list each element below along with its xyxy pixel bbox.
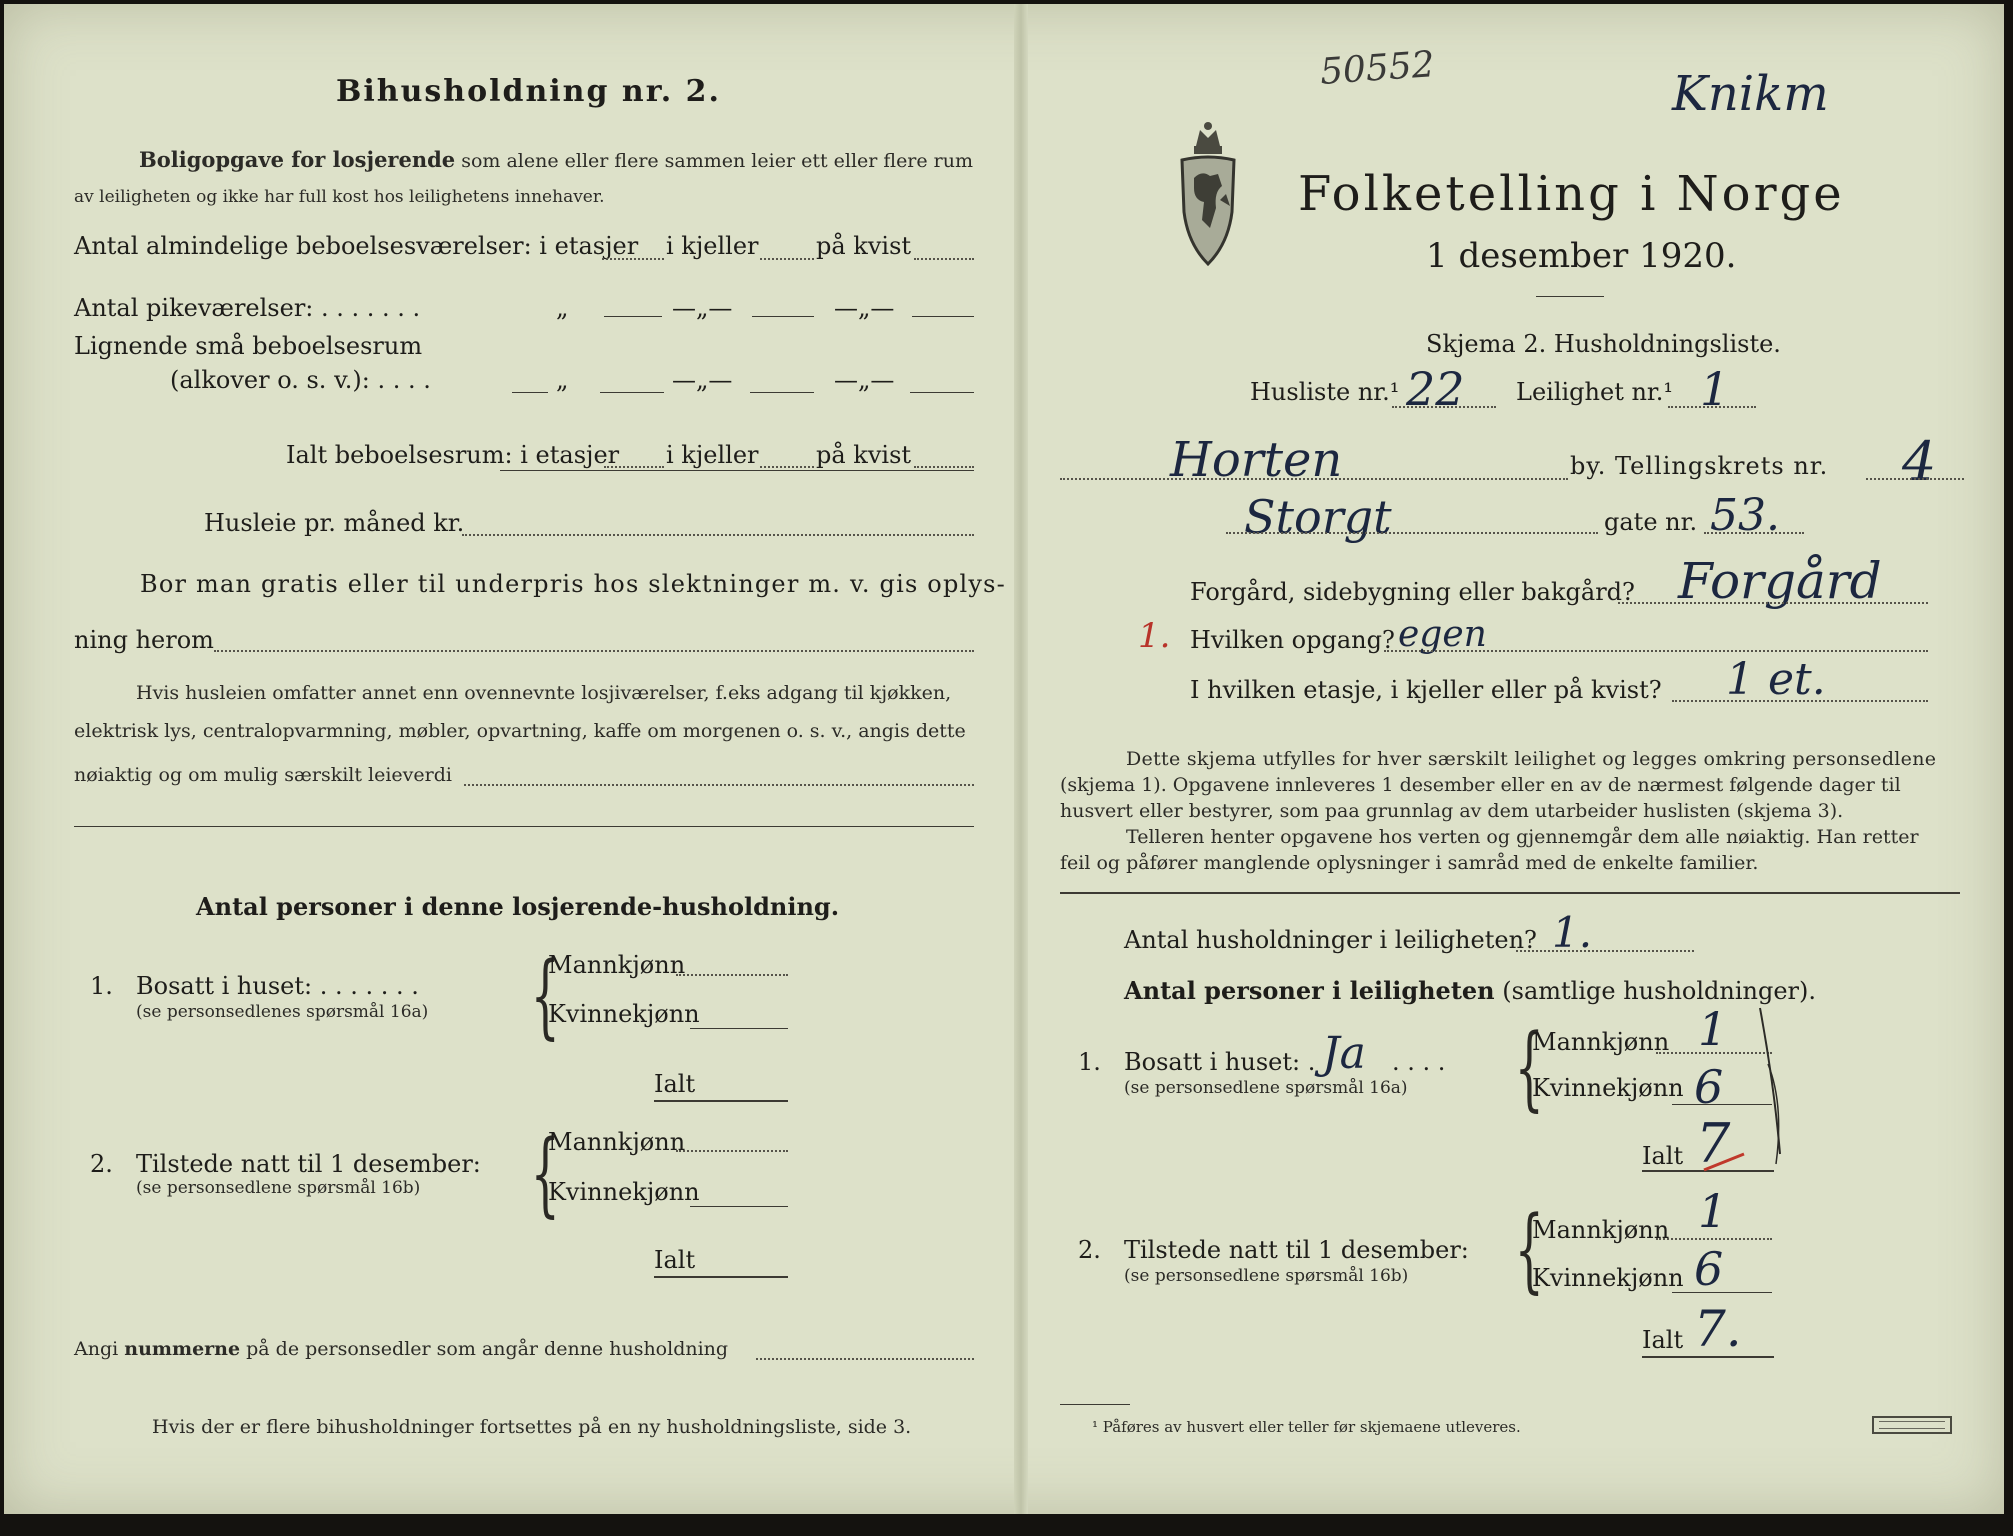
right-q1-label: Bosatt i huset: . bbox=[1124, 1048, 1316, 1076]
right-q1-ialt-value[interactable]: 7 bbox=[1696, 1112, 1731, 1175]
angi-field[interactable] bbox=[756, 1358, 974, 1360]
pike-ditto-2: —„— bbox=[672, 294, 733, 322]
instructions-line-5: feil og påfører manglende oplysninger i samråd med de enkelte familier. bbox=[1060, 852, 1759, 874]
rooms-kvist-field[interactable] bbox=[914, 258, 974, 260]
rooms-label: Antal almindelige beboelsesværelser: i etasjer bbox=[74, 232, 639, 260]
footnote: ¹ Påføres av husvert eller teller før skjemaene utleveres. bbox=[1092, 1418, 1521, 1436]
form-title: Folketelling i Norge bbox=[1298, 166, 1845, 222]
left-q2-mann-label: Mannkjønn bbox=[548, 1128, 686, 1156]
right-q1-kvinne-value[interactable]: 6 bbox=[1694, 1060, 1724, 1114]
pike-field-2[interactable] bbox=[752, 316, 814, 317]
left-q1-kvinne-label: Kvinnekjønn bbox=[548, 1000, 700, 1028]
left-q1-kvinne-field[interactable] bbox=[690, 1028, 788, 1029]
leilighet-value[interactable]: 1 bbox=[1700, 362, 1730, 416]
town-field bbox=[1060, 478, 1568, 480]
left-q1-brace: { bbox=[530, 942, 560, 1049]
right-persons-heading: Antal personer i leiligheten (samtlige husholdninger). bbox=[1124, 976, 1817, 1005]
right-q1-dots: . . . . bbox=[1392, 1048, 1446, 1076]
red-check-mark: 1. bbox=[1138, 616, 1171, 656]
pike-ditto-3: —„— bbox=[834, 294, 895, 322]
bor-line-1: Bor man gratis eller til underpris hos slektninger m. v. gis oplys- bbox=[140, 570, 1006, 598]
angi-line: Angi nummerne på de personsedler som angår denne husholdning bbox=[74, 1338, 729, 1360]
left-footer: Hvis der er flere bihusholdninger fortsettes på en ny husholdningsliste, side 3. bbox=[152, 1416, 912, 1438]
left-q2-kvinne-field[interactable] bbox=[690, 1206, 788, 1207]
right-q1-mann-label: Mannkjønn bbox=[1532, 1028, 1670, 1056]
hvis-field-2[interactable] bbox=[74, 826, 974, 827]
right-q1-num: 1. bbox=[1078, 1048, 1101, 1076]
husliste-value[interactable]: 22 bbox=[1406, 362, 1465, 416]
husleie-field[interactable] bbox=[462, 534, 974, 536]
right-q2-sub: (se personsedlene spørsmål 16b) bbox=[1124, 1266, 1409, 1286]
husliste-label: Husliste nr.¹ bbox=[1250, 378, 1400, 406]
street-value[interactable]: Storgt bbox=[1244, 490, 1392, 544]
right-q2-kvinne-value[interactable]: 6 bbox=[1694, 1242, 1724, 1296]
right-q2-mann-value[interactable]: 1 bbox=[1698, 1184, 1728, 1238]
krets-field bbox=[1866, 478, 1964, 480]
lignende-label-1: Lignende små beboelsesrum bbox=[74, 332, 423, 360]
ialt-kvist-label: på kvist bbox=[816, 441, 912, 469]
lignende-field-1[interactable] bbox=[600, 392, 664, 393]
gate-value[interactable]: 53. bbox=[1710, 490, 1780, 541]
opgang-field bbox=[1384, 650, 1928, 652]
lignende-ditto-2: —„— bbox=[672, 366, 733, 394]
intro-line-1: Boligopgave for losjerende som alene eller flere sammen leier ett eller flere rum bbox=[139, 147, 974, 172]
rooms-kjeller-label: i kjeller bbox=[666, 232, 759, 260]
census-form-sheet bbox=[4, 4, 2004, 1514]
town-value[interactable]: Horten bbox=[1170, 432, 1343, 488]
left-q1-ialt-label: Ialt bbox=[654, 1070, 696, 1098]
right-q1-answer[interactable]: Ja bbox=[1322, 1028, 1366, 1079]
place-annotation: Knikm bbox=[1672, 66, 1829, 122]
coat-of-arms-emblem bbox=[1176, 116, 1240, 268]
instructions-line-4: Telleren henter opgavene hos verten og gjennemgår dem alle nøiaktig. Han retter bbox=[1126, 826, 1919, 848]
right-q1-check-strokes bbox=[1664, 1004, 1784, 1184]
ialt-rooms-label: Ialt beboelsesrum: i etasjer bbox=[286, 441, 620, 469]
rooms-etasjer-field[interactable] bbox=[602, 258, 664, 260]
right-q2-label: Tilstede natt til 1 desember: bbox=[1124, 1236, 1469, 1264]
leilighet-label: Leilighet nr.¹ bbox=[1516, 378, 1674, 406]
instructions-line-3: husvert eller bestyrer, som paa grunnlag av dem utarbeider huslisten (skjema 3). bbox=[1060, 800, 1844, 822]
rooms-kvist-label: på kvist bbox=[816, 232, 912, 260]
ialt-etasjer-field[interactable] bbox=[604, 466, 664, 468]
left-q2-ialt-label: Ialt bbox=[654, 1246, 696, 1274]
right-q2-kvinne-label: Kvinnekjønn bbox=[1532, 1264, 1684, 1292]
right-q2-ialt-label: Ialt bbox=[1642, 1326, 1684, 1354]
lignende-field-lead[interactable] bbox=[512, 392, 548, 393]
bor-line-2: ning herom bbox=[74, 626, 214, 654]
right-q1-ialt-label: Ialt bbox=[1642, 1142, 1684, 1170]
ialt-kjeller-field[interactable] bbox=[760, 466, 814, 468]
opgang-value[interactable]: egen bbox=[1398, 614, 1487, 655]
forgaard-field bbox=[1618, 602, 1928, 604]
right-q2-ialt-field bbox=[1642, 1356, 1774, 1358]
pike-field-1[interactable] bbox=[604, 316, 662, 317]
page-fold bbox=[1014, 4, 1028, 1514]
intro-line-2: av leiligheten og ikke har full kost hos leilighetens innehaver. bbox=[74, 187, 605, 207]
instructions-rule bbox=[1060, 892, 1960, 894]
hvis-line-2: elektrisk lys, centralopvarmning, møbler, opvartning, kaffe om morgenen o. s. v., angis dette bbox=[74, 720, 966, 742]
pike-field-3[interactable] bbox=[912, 316, 974, 317]
archive-number: 50552 bbox=[1318, 44, 1436, 93]
gate-field bbox=[1704, 532, 1804, 534]
title-rule bbox=[1536, 296, 1604, 297]
right-q2-kvinne-field bbox=[1672, 1292, 1772, 1293]
left-q2-brace: { bbox=[530, 1120, 560, 1227]
pike-ditto-1: „ bbox=[556, 294, 569, 322]
left-persons-heading: Antal personer i denne losjerende-husholdning. bbox=[196, 892, 840, 921]
husholdninger-label: Antal husholdninger i leiligheten? bbox=[1124, 926, 1537, 954]
pike-label: Antal pikeværelser: . . . . . . . bbox=[74, 294, 421, 322]
left-q1-label: Bosatt i huset: . . . . . . . bbox=[136, 972, 419, 1000]
instructions-line-1: Dette skjema utfylles for hver særskilt leilighet og legges omkring personsedlene bbox=[1126, 748, 1937, 770]
left-q1-sub: (se personsedlenes spørsmål 16a) bbox=[136, 1002, 429, 1022]
hvis-line-1: Hvis husleien omfatter annet enn ovennevnte losjiværelser, f.eks adgang til kjøkken, bbox=[136, 682, 952, 704]
left-q2-sub: (se personsedlene spørsmål 16b) bbox=[136, 1178, 421, 1198]
printer-stamp bbox=[1872, 1416, 1952, 1434]
ialt-kvist-field[interactable] bbox=[914, 466, 974, 468]
right-q1-sub: (se personsedlene spørsmål 16a) bbox=[1124, 1078, 1408, 1098]
left-q2-num: 2. bbox=[90, 1150, 113, 1178]
etasje-field bbox=[1672, 700, 1928, 702]
right-q2-ialt-value[interactable]: 7. bbox=[1694, 1300, 1742, 1358]
husleie-label: Husleie pr. måned kr. bbox=[204, 509, 465, 537]
forgaard-label: Forgård, sidebygning eller bakgård? bbox=[1190, 578, 1635, 606]
lignende-ditto-3: —„— bbox=[834, 366, 895, 394]
etasje-label: I hvilken etasje, i kjeller eller på kvist? bbox=[1190, 676, 1662, 704]
right-q2-mann-field bbox=[1656, 1238, 1772, 1240]
left-q2-ialt-field[interactable] bbox=[654, 1276, 788, 1278]
left-q2-kvinne-label: Kvinnekjønn bbox=[548, 1178, 700, 1206]
right-q1-kvinne-label: Kvinnekjønn bbox=[1532, 1074, 1684, 1102]
leilighet-field bbox=[1668, 406, 1756, 408]
opgang-label: Hvilken opgang? bbox=[1190, 626, 1395, 654]
form-date: 1 desember 1920. bbox=[1426, 236, 1737, 276]
ialt-kjeller-label: i kjeller bbox=[666, 441, 759, 469]
bor-field[interactable] bbox=[214, 650, 974, 652]
left-q2-mann-field[interactable] bbox=[676, 1150, 788, 1152]
husholdninger-value[interactable]: 1. bbox=[1552, 908, 1593, 957]
etasje-value[interactable]: 1 et. bbox=[1726, 654, 1826, 705]
lignende-field-2[interactable] bbox=[750, 392, 814, 393]
right-q1-brace: { bbox=[1514, 1014, 1544, 1121]
lignende-field-3[interactable] bbox=[910, 392, 974, 393]
left-q2-label: Tilstede natt til 1 desember: bbox=[136, 1150, 481, 1178]
husholdninger-field bbox=[1516, 950, 1694, 952]
footnote-rule bbox=[1060, 1404, 1130, 1405]
right-q2-num: 2. bbox=[1078, 1236, 1101, 1264]
gate-label: gate nr. bbox=[1604, 508, 1698, 536]
right-q2-brace: { bbox=[1514, 1196, 1544, 1303]
skjema-label: Skjema 2. Husholdningsliste. bbox=[1426, 330, 1781, 358]
krets-value[interactable]: 4 bbox=[1902, 430, 1937, 493]
husliste-field bbox=[1392, 406, 1496, 408]
left-q1-num: 1. bbox=[90, 972, 113, 1000]
right-q2-mann-label: Mannkjønn bbox=[1532, 1216, 1670, 1244]
right-q1-mann-value[interactable]: 1 bbox=[1698, 1002, 1728, 1056]
hvis-field-1[interactable] bbox=[464, 784, 974, 786]
lignende-ditto-1: „ bbox=[556, 366, 569, 394]
hvis-line-3: nøiaktig og om mulig særskilt leieverdi bbox=[74, 764, 452, 786]
left-q1-mann-field[interactable] bbox=[676, 974, 788, 976]
left-q1-mann-label: Mannkjønn bbox=[548, 951, 686, 979]
left-title: Bihusholdning nr. 2. bbox=[336, 74, 721, 109]
rooms-kjeller-field[interactable] bbox=[760, 258, 814, 260]
by-label: by. Tellingskrets nr. bbox=[1570, 452, 1829, 480]
left-q1-ialt-field[interactable] bbox=[654, 1100, 788, 1102]
lignende-label-2: (alkover o. s. v.): . . . . bbox=[170, 366, 431, 394]
forgaard-value[interactable]: Forgård bbox=[1678, 552, 1882, 610]
street-field bbox=[1226, 532, 1598, 534]
ialt-underline bbox=[500, 470, 974, 471]
instructions-line-2: (skjema 1). Opgavene innleveres 1 desember eller en av de nærmest følgende dager til bbox=[1060, 774, 1901, 796]
